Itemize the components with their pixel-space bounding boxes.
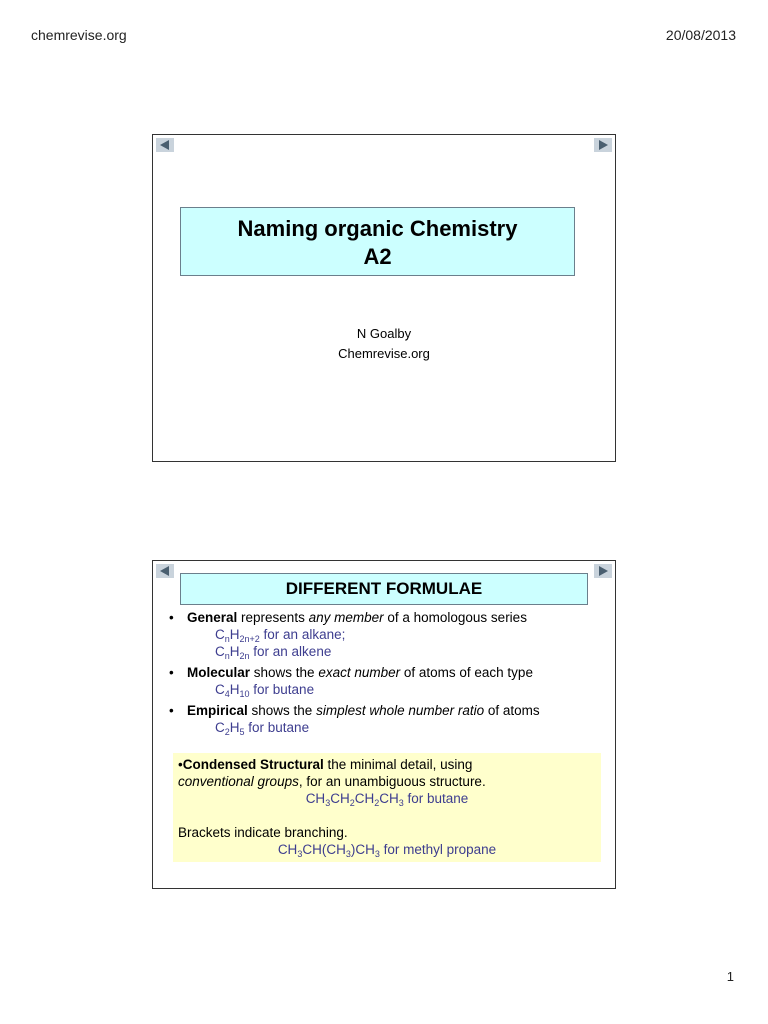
condensed-emphasis: conventional groups: [178, 774, 299, 789]
slide-title-box: [180, 207, 575, 276]
subscript: 5: [239, 727, 245, 737]
bullet-empirical: [167, 702, 607, 736]
header-date: 20/08/2013: [665, 27, 736, 43]
subscript: 2: [374, 798, 380, 808]
subscript: 2n: [239, 651, 250, 661]
example-label: for butane: [403, 791, 469, 806]
symbol: H: [229, 644, 240, 659]
empirical-text: shows the: [247, 703, 317, 718]
condensed-line-1: [178, 756, 596, 773]
bullet-dot-icon: •: [169, 665, 174, 680]
author-name: N Goalby: [356, 326, 412, 341]
subscript: 3: [398, 798, 404, 808]
term-general: General: [187, 610, 238, 625]
subscript: 2: [224, 727, 230, 737]
example-butane-empirical: [187, 719, 607, 736]
slide-heading: DIFFERENT FORMULAE: [180, 573, 588, 605]
subscript: 10: [239, 689, 250, 699]
condensed-structural-box: [173, 753, 601, 862]
slide-title: [152, 134, 616, 462]
symbol: H: [229, 682, 240, 697]
term-molecular: Molecular: [187, 665, 251, 680]
bullet-dot-icon: •: [178, 757, 183, 772]
symbol: CH(CH: [302, 842, 346, 857]
symbol: CH: [379, 791, 399, 806]
next-slide-button[interactable]: [594, 564, 612, 578]
page-number: 1: [726, 969, 734, 984]
subscript: 2: [349, 798, 355, 808]
example-butane-molecular: [187, 681, 607, 698]
condensed-line-2: [178, 773, 596, 790]
molecular-emphasis: exact number: [318, 665, 401, 680]
symbol: C: [215, 720, 225, 735]
triangle-left-icon: [160, 566, 169, 576]
symbol: CH: [305, 791, 326, 806]
example-alkane: [187, 626, 607, 643]
author-website: Chemrevise.org: [338, 346, 430, 361]
symbol: H: [229, 720, 240, 735]
header-site: chemrevise.org: [31, 27, 127, 43]
author-block: [153, 324, 615, 364]
bullet-dot-icon: •: [169, 703, 174, 718]
example-label: for an alkane;: [259, 627, 346, 642]
symbol: CH: [277, 842, 298, 857]
triangle-left-icon: [160, 140, 169, 150]
example-alkene: [187, 643, 607, 660]
branching-note: Brackets indicate branching.: [178, 825, 348, 840]
general-text-end: of a homologous series: [383, 610, 527, 625]
molecular-text: shows the: [250, 665, 319, 680]
empirical-emphasis: simplest whole number ratio: [316, 703, 485, 718]
condensed-text: the minimal detail, using: [323, 757, 473, 772]
example-label: for an alkene: [249, 644, 332, 659]
prev-slide-button[interactable]: [156, 138, 174, 152]
title-line-2: A2: [363, 244, 392, 269]
symbol: C: [215, 644, 225, 659]
example-methyl-propane: [178, 841, 596, 858]
subscript: 3: [374, 849, 380, 859]
formula-bullet-list: [167, 609, 607, 736]
subscript: n: [224, 634, 230, 644]
example-butane-condensed: [178, 790, 596, 807]
term-condensed: Condensed Structural: [182, 757, 324, 772]
title-line-1: Naming organic Chemistry: [237, 216, 518, 241]
subscript: 3: [297, 849, 303, 859]
prev-slide-button[interactable]: [156, 564, 174, 578]
symbol: CH: [330, 791, 350, 806]
general-text: represents: [237, 610, 309, 625]
triangle-right-icon: [599, 140, 608, 150]
bullet-dot-icon: •: [169, 610, 174, 625]
triangle-right-icon: [599, 566, 608, 576]
symbol: )CH: [350, 842, 375, 857]
example-label: for methyl propane: [379, 842, 497, 857]
term-empirical: Empirical: [187, 703, 248, 718]
condensed-text-end: , for an unambiguous structure.: [298, 774, 486, 789]
bullet-molecular: [167, 664, 607, 698]
example-label: for butane: [244, 720, 310, 735]
next-slide-button[interactable]: [594, 138, 612, 152]
general-emphasis: any member: [308, 610, 384, 625]
symbol: C: [215, 682, 225, 697]
symbol: C: [215, 627, 225, 642]
empirical-text-end: of atoms: [484, 703, 540, 718]
slide-formulae: [152, 560, 616, 889]
bullet-general: [167, 609, 607, 660]
symbol: CH: [354, 791, 375, 806]
subscript: n: [224, 651, 230, 661]
subscript: 2n+2: [239, 634, 260, 644]
subscript: 3: [345, 849, 351, 859]
molecular-text-end: of atoms of each type: [400, 665, 533, 680]
symbol: H: [229, 627, 240, 642]
example-label: for butane: [249, 682, 315, 697]
subscript: 4: [224, 689, 230, 699]
subscript: 3: [325, 798, 331, 808]
